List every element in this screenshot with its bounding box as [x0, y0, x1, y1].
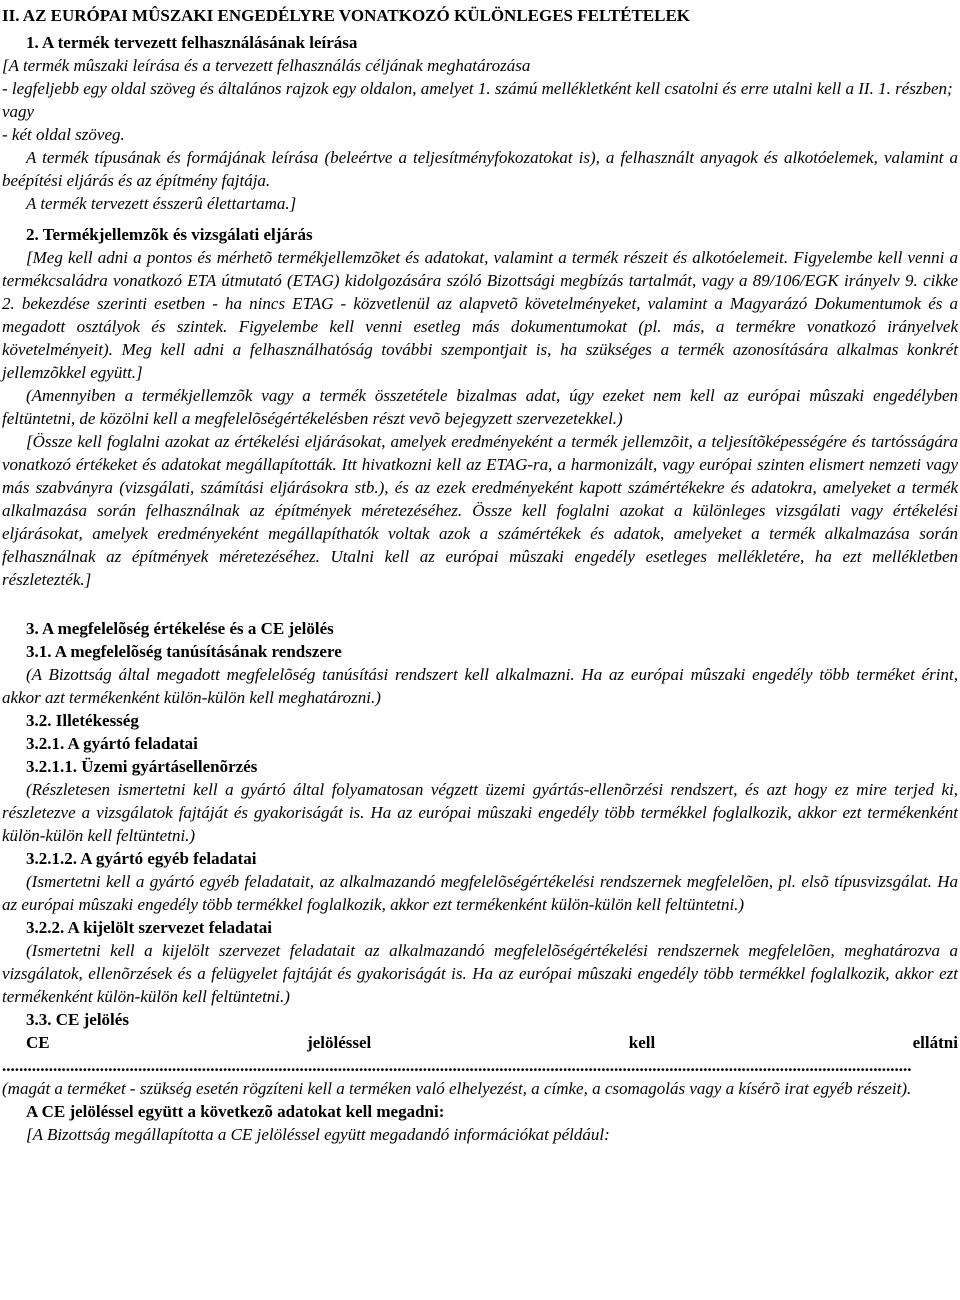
- ce-word-4: ellátni: [912, 1033, 958, 1052]
- section-1-line-2: - legfeljebb egy oldal szöveg és általános rajzok egy oldalon, amelyet 1. számú mellékletként kell csatolni és erre utalni kell a II. 1. részben;: [2, 79, 953, 98]
- ce-word-1: CE: [26, 1033, 50, 1052]
- section-1-line-4: - két oldal szöveg.: [2, 125, 125, 144]
- section-2-para-1: [Meg kell adni a pontos és mérhetõ termékjellemzõket és adatokat, valamint a termék részeit és alkotóelemeit. Figyelembe kell venni a termékcsaládra vonatkozó ETA útmutató (ETAG) kidolgozására szóló Bizottsági megbízás tartalmát, vagy a 89/106/EGK irányelv 9. cikke 2. bekezdése szerinti esetben - ha nincs ETAG - közvetlenül az alapvetõ követelményeket, valamint a Magyarázó Dokumentumok és a megadott osztályok és szintek. Figyelembe kell venni esetleg más dokumentumokat (pl. más, a termékre vonatkozó irányelvek követelményeit). Meg kell adni a felhasználhatóság további szempontjait is, ha szükséges a termék azonosítására alkalmas konkrét jellemzõkkel együtt.]: [2, 248, 958, 382]
- section-1-line-1: [A termék mûszaki leírása és a tervezett felhasználás céljának meghatározása: [2, 56, 531, 75]
- section-3-2-2-heading: 3.2.2. A kijelölt szervezet feladatai: [26, 918, 272, 937]
- section-2-para-2: (Amennyiben a termékjellemzõk vagy a termék összetétele bizalmas adat, úgy ezeket nem kell az európai mûszaki engedélyben feltüntetni, de közölni kell a megfelelõségértékelésben részt vevõ bejegyzett szervezetekkel.): [2, 386, 958, 428]
- section-3-2-heading: 3.2. Illetékesség: [26, 711, 139, 730]
- section-3-3-heading: 3.3. CE jelölés: [26, 1010, 129, 1029]
- section-3-2-1-heading: 3.2.1. A gyártó feladatai: [26, 734, 198, 753]
- section-3-3-para: (magát a terméket - szükség esetén rögzíteni kell a terméken való elhelyezést, a címke, a csomagolás vagy a kísérõ irat egyéb részeit).: [2, 1079, 912, 1098]
- section-3-2-1-2-heading: 3.2.1.2. A gyártó egyéb feladatai: [26, 849, 257, 868]
- ce-word-3: kell: [628, 1033, 656, 1052]
- section-3-1-heading: 3.1. A megfelelõség tanúsításának rendszere: [26, 642, 342, 661]
- document-title: II. AZ EURÓPAI MÛSZAKI ENGEDÉLYRE VONATKOZÓ KÜLÖNLEGES FELTÉTELEK: [2, 6, 691, 25]
- ce-data-para: [A Bizottság megállapította a CE jelöléssel együtt megadandó információkat például:: [26, 1125, 610, 1144]
- spacer: [2, 591, 958, 617]
- ce-data-heading: A CE jelöléssel együtt a következõ adatokat kell megadni:: [26, 1102, 445, 1121]
- section-3-2-1-1-heading: 3.2.1.1. Üzemi gyártásellenõrzés: [26, 757, 258, 776]
- section-2-para-3: [Össze kell foglalni azokat az értékelési eljárásokat, amelyek eredményeként a termék jellemzõit, a teljesítõképességére és tartósságára vonatkozó értékeket és adatokat megállapították. Itt hivatkozni kell az ETAG-ra, a harmonizált, vagy európai szinten elismert nemzeti vagy más szabványra (vizsgálati, számítási eljárásokra stb.), és az ezek eredményeként kapott számértékekre és adatokra, amelyeket a termék alkalmazása során felhasználnak az építmények méretezéséhez. Össze kell foglalni azokat a különleges vizsgálati vagy értékelési eljárásokat, amelyek eredményeként megállapíthatók voltak azok a számértékek és adatok, amelyeket a termék alkalmazása során felhasználnak az építmények méretezéséhez. Utalni kell az európai mûszaki engedély esetleges mellékletére, ha ezt mellékletben részletezték.]: [2, 432, 958, 589]
- section-3-2-2-para: (Ismertetni kell a kijelölt szervezet feladatait az alkalmazandó megfelelõségértékelési rendszernek megfelelõen, meghatározva a vizsgálatok, ellenõrzések és a felügyelet fajtáját és gyakoriságát is. Ha az európai mûszaki engedély több termékkel foglalkozik, akkor ezt termékenként külön-külön kell feltüntetni.): [2, 941, 958, 1006]
- section-1-heading: 1. A termék tervezett felhasználásának leírása: [26, 33, 358, 52]
- section-2-heading: 2. Termékjellemzõk és vizsgálati eljárás: [26, 225, 313, 244]
- section-1-line-3: vagy: [2, 102, 35, 121]
- section-1-line-6: A termék tervezett ésszerû élettartama.]: [26, 194, 297, 213]
- section-3-heading: 3. A megfelelõség értékelése és a CE jelölés: [26, 619, 334, 638]
- section-1-line-5: A termék típusának és formájának leírása (beleértve a teljesítményfokozatokat is), a felhasznált anyagok és alkotóelemek, valamint a beépítési eljárás és az építmény fajtája.: [2, 148, 958, 190]
- section-3-1-para: (A Bizottság által megadott megfelelõség tanúsítási rendszert kell alkalmazni. Ha az európai mûszaki engedély több terméket érint, akkor azt termékenként külön-külön kell meghatározni.): [2, 665, 958, 707]
- spacer: [2, 215, 958, 223]
- ce-marking-line: [2, 1031, 958, 1054]
- ce-word-2: jelöléssel: [307, 1033, 372, 1052]
- section-3-2-1-2-para: (Ismertetni kell a gyártó egyéb feladatait, az alkalmazandó megfelelõségértékelési rendszernek megfelelõen, pl. elsõ típusvizsgálat. Ha az európai mûszaki engedély több termékkel foglalkozik, akkor ezt termékenként külön-külön kell feltüntetni.): [2, 872, 958, 914]
- section-3-2-1-1-para: (Részletesen ismertetni kell a gyártó által folyamatosan végzett üzemi gyártás-ellenõrzési rendszert, és azt hogy ez mire terjed ki, részletezve a vizsgálatok fajtáját és gyakoriságát is. Ha az európai mûszaki engedély több termékkel foglalkozik, akkor ezt termékenként külön-külön kell feltüntetni.): [2, 780, 958, 845]
- dotted-fill-line: ......................................................................................................................................................................................................................: [2, 1056, 912, 1075]
